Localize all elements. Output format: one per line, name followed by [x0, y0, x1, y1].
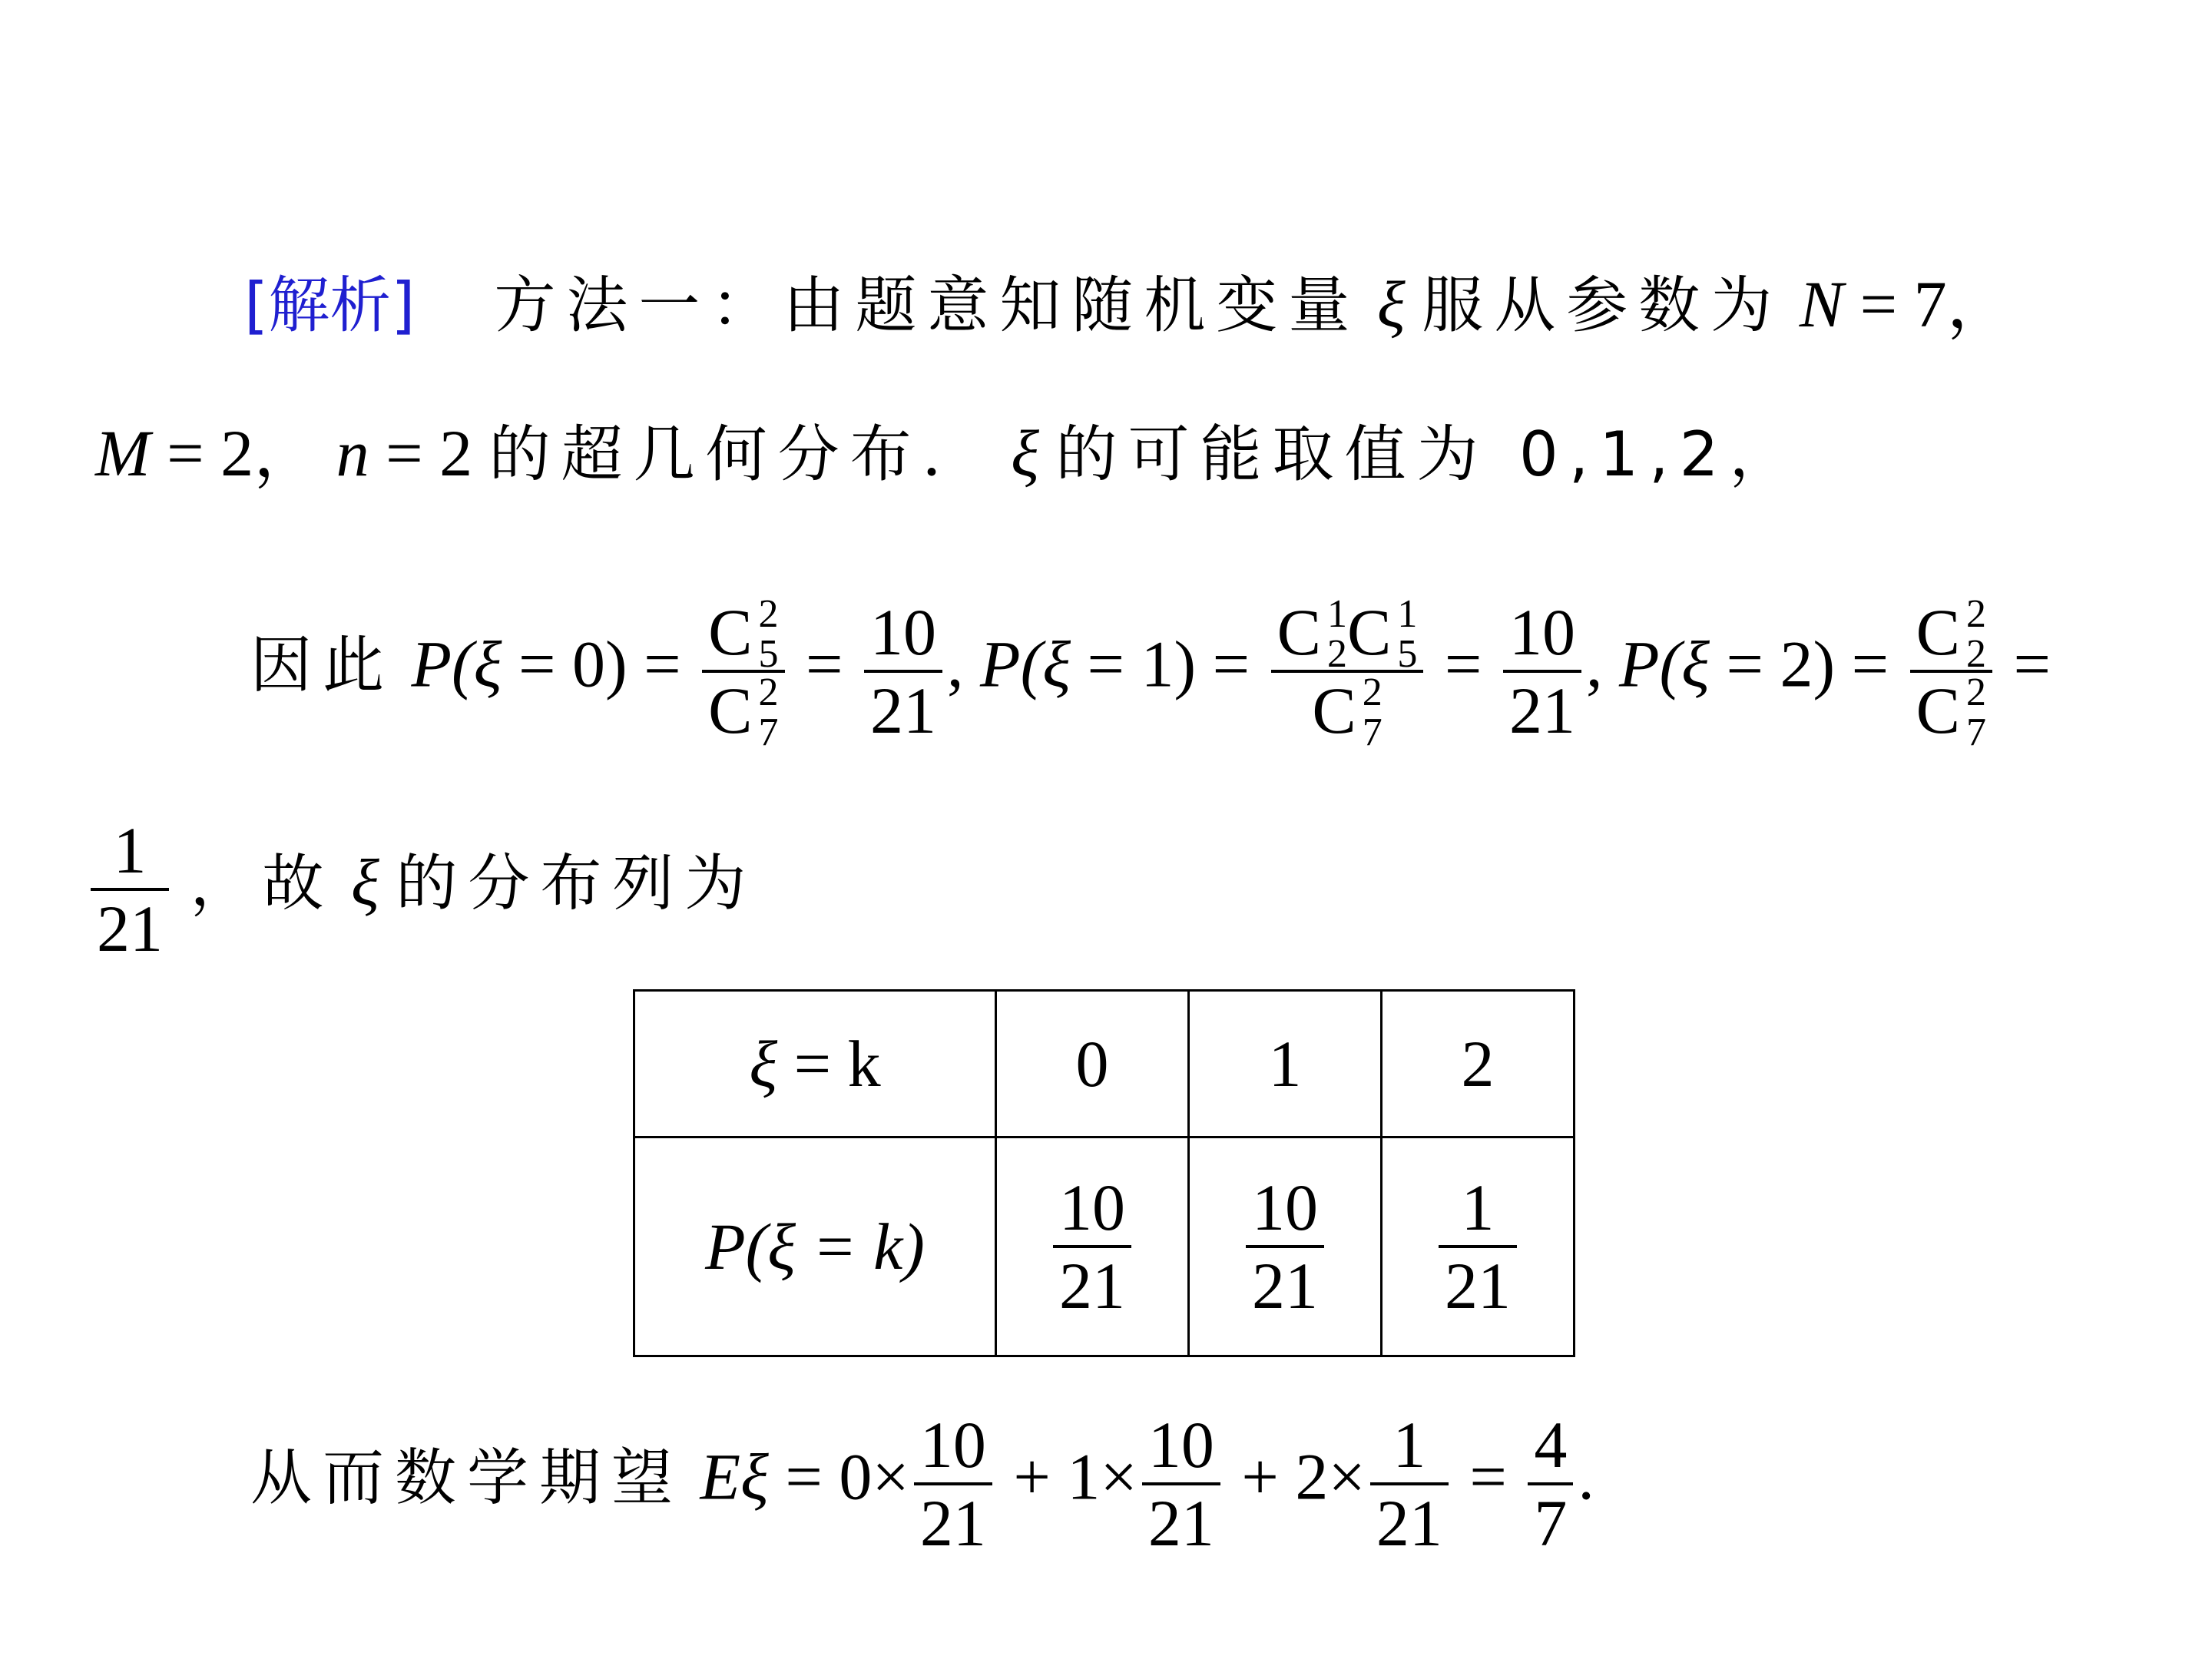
E-xi: Eξ	[700, 1439, 769, 1514]
binom-c72: C 2 7	[1916, 671, 1986, 754]
comma: ,	[1585, 627, 1603, 701]
xi-symbol: ξ	[1042, 627, 1071, 701]
table-cell: 1	[1189, 991, 1382, 1137]
param-text: 服从参数为	[1422, 270, 1783, 341]
binom-c72: C 2 7	[1312, 671, 1382, 754]
table-header-p: P(ξ = k)	[634, 1137, 996, 1356]
p1-P: P(	[980, 627, 1043, 701]
xi-symbol: ξ	[473, 627, 502, 701]
distribution-text: 的分布列为	[396, 847, 757, 919]
fraction-10-21: $\frac{10}{21}$	[914, 1412, 992, 1556]
comma: ,	[947, 627, 964, 701]
p1-close: = 1) =	[1087, 627, 1250, 701]
term: = 0×	[785, 1439, 909, 1514]
table-cell: $\frac{1}{21}$	[1382, 1137, 1575, 1356]
method-text: 方法一：由题意知随机变量	[494, 270, 1361, 341]
xi-symbol: ξ	[351, 845, 379, 919]
binom-c51: C 1 5	[1347, 592, 1418, 676]
table-header-k: ξ = k	[634, 991, 996, 1137]
N-value: = 7，	[1859, 267, 2013, 341]
fraction-c21c51-c72	[1271, 592, 1424, 754]
expectation-text: 从而数学期望	[250, 1442, 684, 1514]
line-1	[244, 266, 2013, 344]
equals: =	[1444, 627, 1482, 701]
xi-symbol: ξ	[1681, 627, 1710, 701]
M-value: = 2，	[167, 416, 320, 490]
N-label: N	[1799, 267, 1844, 341]
p2-P: P(	[1618, 627, 1682, 701]
fraction-10-21: $\frac{10}{21}$	[1142, 1412, 1220, 1556]
values-text: 的可能取值为 0,1,2，	[1055, 419, 1802, 490]
fraction-4-7: $\frac{4}{7}$	[1528, 1412, 1573, 1556]
table-cell: $\frac{10}{21}$	[996, 1137, 1189, 1356]
n-value: = 2	[386, 416, 473, 490]
table-row	[634, 1137, 1575, 1356]
table-row	[634, 991, 1575, 1137]
line-3	[250, 592, 2051, 754]
term: + 1×	[1013, 1439, 1137, 1514]
fraction-1-21: $\frac{1}{21}$	[1370, 1412, 1449, 1556]
table-cell: 0	[996, 991, 1189, 1137]
binom-c22: C 2 2	[1916, 592, 1986, 676]
term: + 2×	[1241, 1439, 1366, 1514]
therefore-text: 因此	[250, 629, 395, 701]
period: .	[1578, 1439, 1594, 1514]
fraction-c52-c72	[702, 592, 784, 754]
equals: =	[806, 627, 843, 701]
p0-close: = 0) =	[518, 627, 681, 701]
fraction-1-21: $\frac{1}{21}$	[91, 817, 169, 962]
equals: =	[1469, 1439, 1507, 1514]
hence-text: ，故	[190, 847, 335, 919]
xi-symbol: ξ	[1376, 267, 1406, 341]
fraction-c22-c72	[1910, 592, 1992, 754]
M-label: M	[95, 416, 151, 490]
table-cell: 2	[1382, 991, 1575, 1137]
binom-c72: C 2 7	[708, 671, 779, 754]
xi-symbol: ξ	[1011, 416, 1039, 490]
line-5	[250, 1408, 1594, 1560]
binom-c52: C 2 5	[708, 592, 779, 676]
analysis-tag: [解析]	[244, 270, 416, 341]
distribution-table	[633, 989, 1575, 1357]
n-label: n	[336, 416, 369, 490]
fraction-10-21: $\frac{10}{21}$	[1503, 599, 1581, 743]
line-2	[95, 415, 1801, 493]
equals: =	[2013, 627, 2051, 701]
fraction-10-21: $\frac{10}{21}$	[864, 599, 942, 743]
p2-close: = 2) =	[1726, 627, 1889, 701]
binom-c21: C 1 2	[1277, 592, 1348, 676]
line-4	[91, 813, 757, 965]
hypergeometric-text: 的超几何分布．	[488, 419, 995, 490]
p0-P: P(	[411, 627, 474, 701]
table-cell: $\frac{10}{21}$	[1189, 1137, 1382, 1356]
